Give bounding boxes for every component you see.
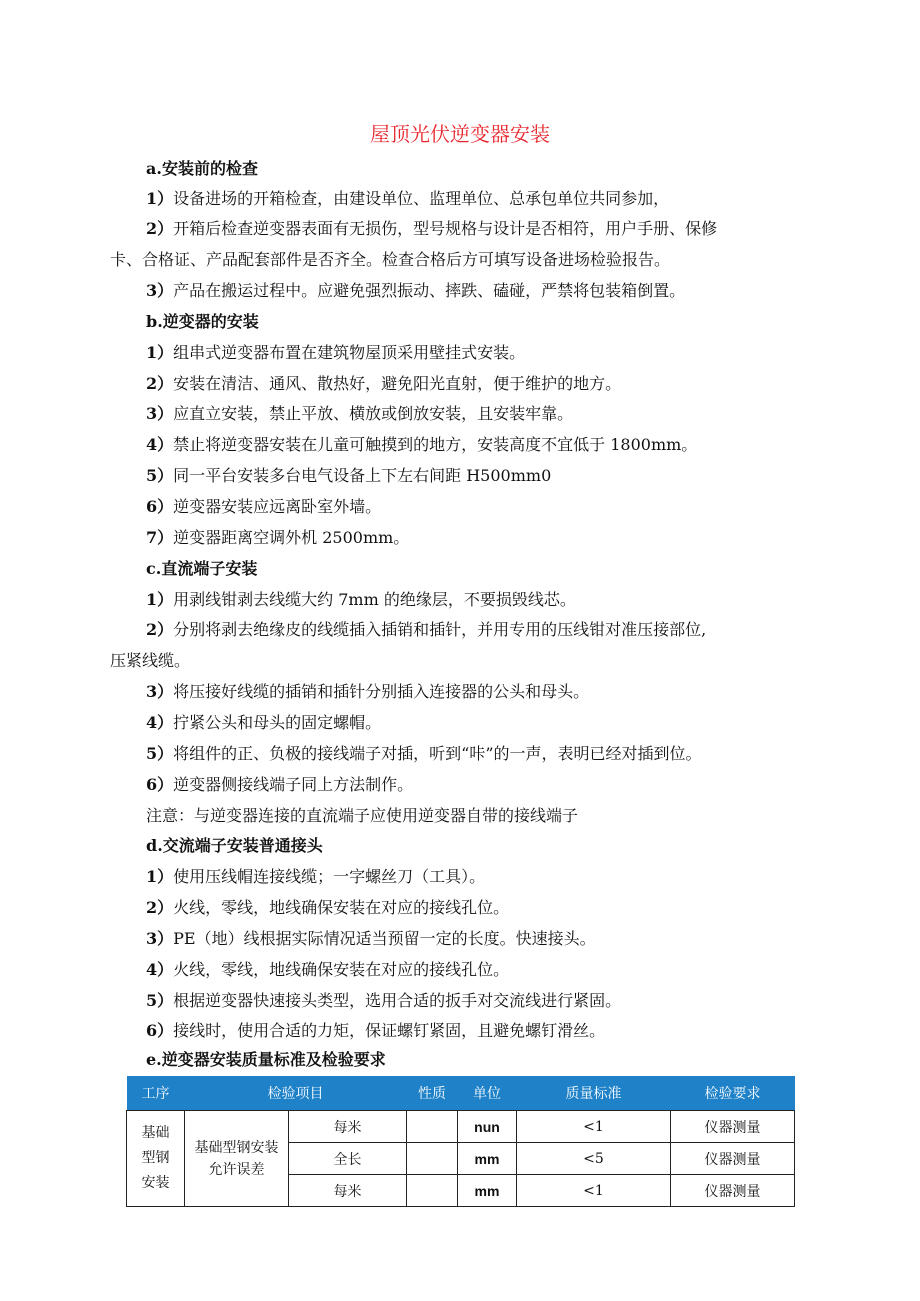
item-number: 2） (146, 374, 174, 393)
item-text: 组串式逆变器布置在建筑物屋顶采用壁挂式安装。 (173, 343, 526, 362)
item-number: 4） (146, 713, 174, 732)
item-text: 拧紧公头和母头的固定螺帽。 (173, 713, 382, 732)
item-text: 逆变器侧接线端子同上方法制作。 (173, 775, 414, 794)
item-continuation: 卡、合格证、产品配套部件是否齐全。检查合格后方可填写设备进场检验报告。 (110, 250, 671, 269)
item-number: 2） (146, 219, 174, 238)
col-header-standard: 质量标准 (517, 1076, 671, 1111)
list-item (146, 374, 621, 394)
list-item (146, 898, 509, 918)
list-item (146, 867, 485, 887)
item-text: 同一平台安装多台电气设备上下左右间距 H500mm0 (173, 466, 552, 485)
section-d-heading: d.交流端子安装普通接头 (146, 836, 323, 855)
item-text: 逆变器安装应远离卧室外墙。 (173, 497, 382, 516)
item-text: 逆变器距离空调外机 2500mm。 (173, 528, 410, 547)
unit-cell: nun (458, 1111, 517, 1143)
item-text: 使用压线帽连接线缆；一字螺丝刀（工具）。 (173, 867, 486, 886)
section-e-heading: e.逆变器安装质量标准及检验要求 (146, 1050, 386, 1069)
quality-table (126, 1076, 795, 1207)
list-item (146, 404, 573, 424)
list-item (146, 929, 596, 949)
table-header-row (127, 1076, 795, 1111)
item-number: 1） (146, 343, 174, 362)
item-number: 2） (146, 898, 174, 917)
section-b-heading: b.逆变器的安装 (146, 312, 259, 331)
col-header-unit: 单位 (458, 1076, 517, 1111)
item-group-cell (185, 1111, 289, 1207)
list-item (146, 991, 621, 1011)
process-cell (127, 1111, 185, 1207)
process-line: 基础 (141, 1125, 170, 1141)
note-text: 注意：与逆变器连接的直流端子应使用逆变器自带的接线端子 (146, 806, 579, 825)
item-text: 安装在清洁、通风、散热好，避免阳光直射，便于维护的地方。 (173, 374, 622, 393)
list-item (146, 497, 381, 517)
item-text: 产品在搬运过程中。应避免强烈振动、摔跌、磕碰，严禁将包装箱倒置。 (173, 281, 686, 300)
item-text: 接线时，使用合适的力矩，保证螺钉紧固，且避免螺钉滑丝。 (173, 1021, 606, 1040)
item-group-line: 允许误差 (208, 1161, 265, 1178)
col-header-requirement: 检验要求 (671, 1076, 795, 1111)
item-number: 3） (146, 682, 174, 701)
list-item (146, 620, 706, 640)
list-item (146, 1021, 605, 1041)
item-cell: 每米 (289, 1175, 407, 1207)
list-item (146, 189, 669, 209)
item-continuation: 压紧线缆。 (110, 651, 191, 670)
list-item (146, 713, 381, 733)
item-text: 将压接好线缆的插销和插针分别插入连接器的公头和母头。 (173, 682, 590, 701)
requirement-cell: 仪器测量 (671, 1175, 795, 1207)
item-number: 1） (146, 189, 174, 208)
nature-cell (407, 1111, 458, 1143)
list-item (146, 775, 413, 795)
item-number: 3） (146, 929, 174, 948)
item-number: 2） (146, 620, 174, 639)
item-number: 6） (146, 775, 174, 794)
table-row (127, 1111, 795, 1143)
item-text: 分别将剥去绝缘皮的线缆插入插销和插针，并用专用的压线钳对准压接部位, (173, 620, 707, 639)
item-text: 禁止将逆变器安装在儿童可触摸到的地方，安装高度不宜低于 1800mm。 (173, 435, 698, 454)
item-number: 5） (146, 466, 174, 485)
nature-cell (407, 1175, 458, 1207)
item-text: 设备进场的开箱检查，由建设单位、监理单位、总承包单位共同参加， (173, 189, 670, 208)
list-item (146, 466, 551, 486)
standard-cell: <5 (517, 1143, 671, 1175)
section-c-heading: c.直流端子安装 (146, 559, 258, 578)
requirement-cell: 仪器测量 (671, 1143, 795, 1175)
process-line: 安装 (141, 1175, 170, 1191)
standard-cell: <1 (517, 1111, 671, 1143)
standard-cell: <1 (517, 1175, 671, 1207)
item-text: 将组件的正、负极的接线端子对插，听到“咔”的一声，表明已经对插到位。 (173, 744, 702, 763)
nature-cell (407, 1143, 458, 1175)
item-number: 5） (146, 744, 174, 763)
item-text: PE（地）线根据实际情况适当预留一定的长度。快速接头。 (173, 929, 596, 948)
list-item (146, 219, 717, 239)
item-number: 7） (146, 528, 174, 547)
list-item (146, 744, 702, 764)
item-text: 应直立安装，禁止平放、横放或倒放安装，且安装牢靠。 (173, 404, 574, 423)
item-number: 6） (146, 1021, 174, 1040)
list-item (146, 281, 685, 301)
item-cell: 全长 (289, 1143, 407, 1175)
item-text: 根据逆变器快速接头类型，选用合适的扳手对交流线进行紧固。 (173, 991, 622, 1010)
list-item (146, 435, 697, 455)
item-text: 开箱后检查逆变器表面有无损伤，型号规格与设计是否相符，用户手册、保修 (173, 219, 718, 238)
item-number: 1） (146, 590, 174, 609)
requirement-cell: 仪器测量 (671, 1111, 795, 1143)
list-item (146, 528, 409, 548)
list-item (146, 960, 509, 980)
unit-cell: mm (458, 1175, 517, 1207)
item-number: 3） (146, 281, 174, 300)
col-header-process: 工序 (127, 1076, 185, 1111)
item-number: 5） (146, 991, 174, 1010)
document-title: 屋顶光伏逆变器安装 (370, 122, 550, 146)
item-group-line: 基础型钢安装 (194, 1139, 279, 1156)
item-number: 1） (146, 867, 174, 886)
col-header-nature: 性质 (407, 1076, 458, 1111)
item-number: 4） (146, 960, 174, 979)
list-item (146, 682, 589, 702)
section-a-heading: a.安装前的检查 (146, 159, 258, 178)
col-header-item: 检验项目 (185, 1076, 407, 1111)
unit-cell: mm (458, 1143, 517, 1175)
item-text: 用剥线钳剥去线缆大约 7mm 的绝缘层，不要损毁线芯。 (173, 590, 576, 609)
item-number: 6） (146, 497, 174, 516)
item-text: 火线，零线，地线确保安装在对应的接线孔位。 (173, 960, 510, 979)
item-text: 火线，零线，地线确保安装在对应的接线孔位。 (173, 898, 510, 917)
list-item (146, 590, 576, 610)
list-item (146, 343, 525, 363)
item-cell: 每米 (289, 1111, 407, 1143)
item-number: 4） (146, 435, 174, 454)
process-line: 型钢 (141, 1150, 170, 1166)
item-number: 3） (146, 404, 174, 423)
